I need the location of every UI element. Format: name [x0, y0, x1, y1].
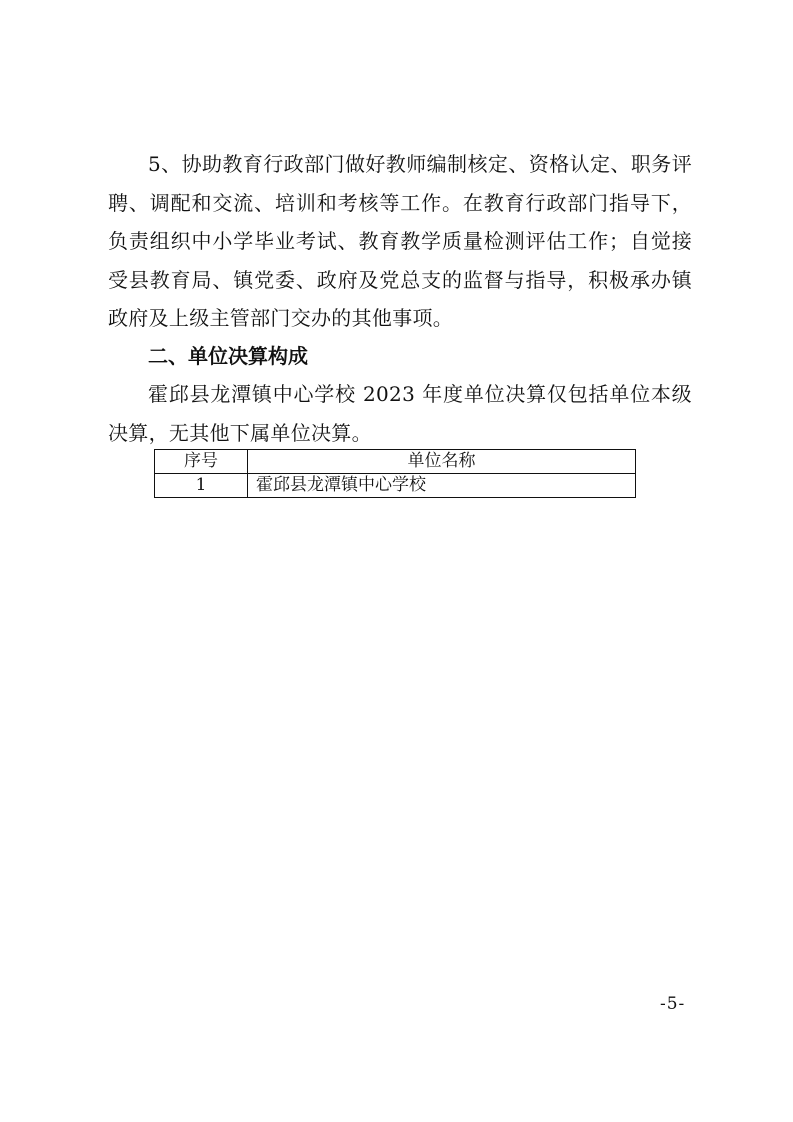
page-number: -5- [660, 994, 686, 1014]
table-header-no: 序号 [155, 450, 248, 474]
table-cell-name: 霍邱县龙潭镇中心学校 [248, 474, 636, 498]
paragraph-composition: 霍邱县龙潭镇中心学校 2023 年度单位决算仅包括单位本级决算，无其他下属单位决算。 [108, 382, 692, 445]
table-header-row [155, 450, 636, 474]
table-cell-no: 1 [155, 474, 248, 498]
table-header-name: 单位名称 [248, 450, 636, 474]
section-heading: 二、单位决算构成 [148, 344, 308, 368]
paragraph-duties: 5、协助教育行政部门做好教师编制核定、资格认定、职务评聘、调配和交流、培训和考核等工作。在教育行政部门指导下，负责组织中小学毕业考试、教育教学质量检测评估工作；自觉接受县教育局、镇党委、政府及党总支的监督与指导，积极承办镇政府及上级主管部门交办的其他事项。 [108, 152, 692, 330]
unit-table [154, 449, 636, 498]
table-row [155, 474, 636, 498]
